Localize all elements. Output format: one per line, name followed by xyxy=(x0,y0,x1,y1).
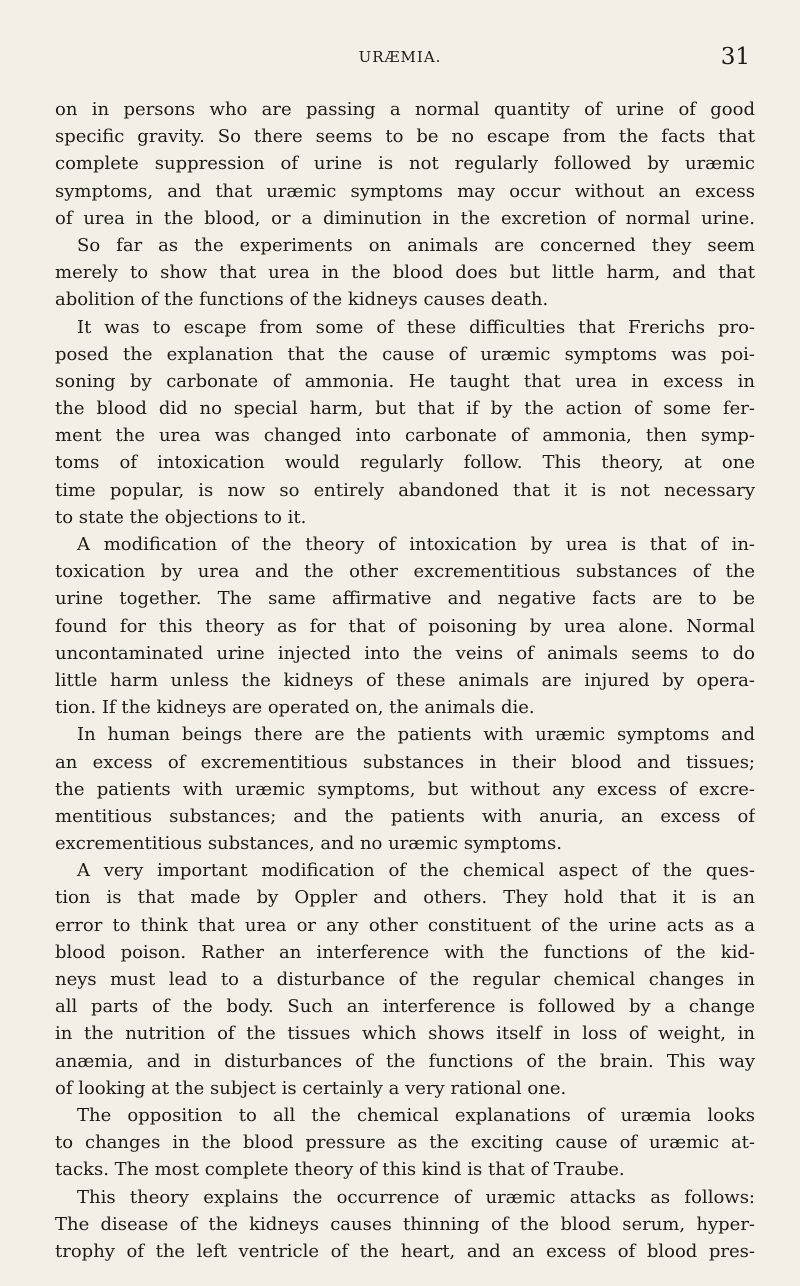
text-line: toxication by urea and the other excrementitious substances of the xyxy=(55,561,755,583)
text-line: found for this theory as for that of poisoning by urea alone. Normal xyxy=(55,615,755,637)
text-line: little harm unless the kidneys of these animals are injured by opera- xyxy=(55,669,755,691)
text-line: It was to escape from some of these difficulties that Frerichs pro- xyxy=(77,316,755,338)
text-line: abolition of the functions of the kidneys causes death. xyxy=(55,289,549,311)
text-line: time popular, is now so entirely abandoned that it is not necessary xyxy=(55,479,755,501)
text-line: tion is that made by Oppler and others. They hold that it is an xyxy=(55,887,755,909)
text-line: The opposition to all the chemical explanations of uræmia looks xyxy=(77,1104,755,1126)
text-line: trophy of the left ventricle of the heart, and an excess of blood pres- xyxy=(55,1240,755,1262)
text-line: an excess of excrementitious substances in their blood and tissues; xyxy=(55,751,755,773)
text-line: A modification of the theory of intoxication by urea is that of in- xyxy=(77,534,755,555)
text-line: soning by carbonate of ammonia. He taught that urea in excess in xyxy=(55,370,755,392)
text-line: the blood did no special harm, but that if by the action of some fer- xyxy=(55,398,755,420)
body-text xyxy=(55,96,755,1265)
text-line: uncontaminated urine injected into the veins of animals seems to do xyxy=(55,642,755,664)
text-line: anæmia, and in disturbances of the functions of the brain. This way xyxy=(55,1050,755,1072)
text-line: to state the objections to it. xyxy=(55,506,307,528)
text-line: of looking at the subject is certainly a very rational one. xyxy=(55,1077,567,1099)
text-line: In human beings there are the patients with uræmic symptoms and xyxy=(77,724,755,746)
text-line: all parts of the body. Such an interference is followed by a change xyxy=(55,996,755,1018)
text-line: ment the urea was changed into carbonate of ammonia, then symp- xyxy=(55,425,755,447)
running-head: URÆMIA. xyxy=(358,48,442,66)
text-line: merely to show that urea in the blood does but little harm, and that xyxy=(55,262,755,284)
text-line: posed the explanation that the cause of uræmic symptoms was poi- xyxy=(55,343,755,365)
text-line: A very important modification of the chemical aspect of the ques- xyxy=(77,860,755,882)
text-line: excrementitious substances, and no uræmic symptoms. xyxy=(55,833,562,855)
text-line: tacks. The most complete theory of this kind is that of Traube. xyxy=(55,1159,625,1181)
text-line: neys must lead to a disturbance of the regular chemical changes in xyxy=(55,969,755,990)
text-line: complete suppression of urine is not regularly followed by uræmic xyxy=(55,153,755,175)
text-line: of urea in the blood, or a diminution in the excretion of normal urine. xyxy=(55,207,755,229)
text-line: The disease of the kidneys causes thinning of the blood serum, hyper- xyxy=(55,1213,755,1235)
text-line: urine together. The same affirmative and negative facts are to be xyxy=(55,588,755,610)
text-line: blood poison. Rather an interference with the functions of the kid- xyxy=(55,941,755,963)
page-header xyxy=(0,44,800,74)
text-line: error to think that urea or any other constituent of the urine acts as a xyxy=(55,914,755,936)
text-line: specific gravity. So there seems to be no escape from the facts that xyxy=(55,126,755,148)
text-line: toms of intoxication would regularly follow. This theory, at one xyxy=(55,452,755,474)
text-line: in the nutrition of the tissues which shows itself in loss of weight, in xyxy=(55,1023,755,1045)
text-line: symptoms, and that uræmic symptoms may occur without an excess xyxy=(55,180,755,202)
page-number: 31 xyxy=(720,44,750,70)
text-line: So far as the experiments on animals are concerned they seem xyxy=(77,234,755,256)
text-line: on in persons who are passing a normal quantity of urine of good xyxy=(55,99,755,120)
text-line: This theory explains the occurrence of uræmic attacks as follows: xyxy=(77,1186,755,1208)
text-line: tion. If the kidneys are operated on, the animals die. xyxy=(55,697,535,719)
text-line: mentitious substances; and the patients with anuria, an excess of xyxy=(55,805,755,827)
text-line: the patients with uræmic symptoms, but without any excess of excre- xyxy=(55,778,755,800)
text-line: to changes in the blood pressure as the exciting cause of uræmic at- xyxy=(55,1132,755,1154)
